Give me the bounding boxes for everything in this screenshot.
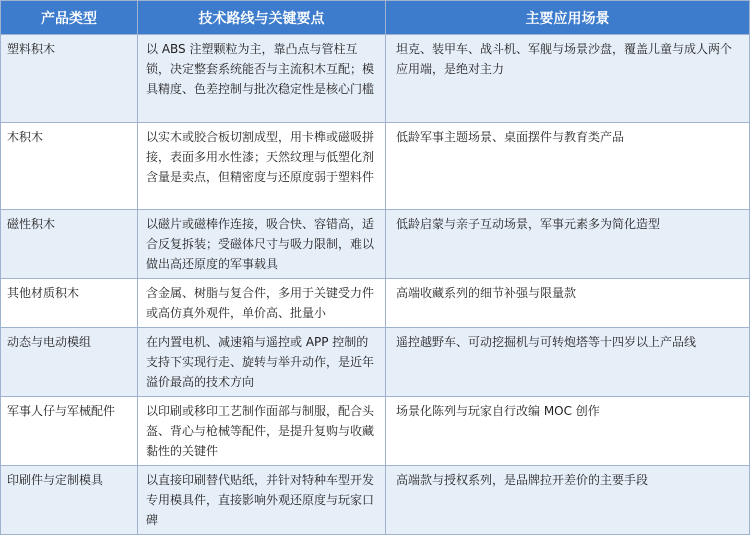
- cell-product-type: 磁性积木: [1, 210, 138, 279]
- cell-tech-route: 含金属、树脂与复合件，多用于关键受力件或高仿真外观件，单价高、批量小: [138, 279, 386, 328]
- cell-application: 坦克、装甲车、战斗机、军舰与场景沙盘，覆盖儿童与成人两个应用端，是绝对主力: [386, 35, 750, 123]
- cell-application: 高端收藏系列的细节补强与限量款: [386, 279, 750, 328]
- table-row: [1, 397, 750, 466]
- cell-application: 低龄启蒙与亲子互动场景，军事元素多为简化造型: [386, 210, 750, 279]
- header-tech-route: 技术路线与关键要点: [138, 1, 386, 35]
- cell-application: 低龄军事主题场景、桌面摆件与教育类产品: [386, 123, 750, 210]
- header-application: 主要应用场景: [386, 1, 750, 35]
- cell-product-type: 印刷件与定制模具: [1, 466, 138, 535]
- table-row: [1, 279, 750, 328]
- table-row: [1, 123, 750, 210]
- cell-product-type: 塑料积木: [1, 35, 138, 123]
- cell-tech-route: 以 ABS 注塑颗粒为主，靠凸点与管柱互锁，决定整套系统能否与主流积木互配；模具精度、色差控制与批次稳定性是核心门槛: [138, 35, 386, 123]
- table-row: [1, 210, 750, 279]
- cell-product-type: 动态与电动模组: [1, 328, 138, 397]
- table-row: [1, 466, 750, 535]
- cell-tech-route: 以直接印刷替代贴纸，并针对特种车型开发专用模具件，直接影响外观还原度与玩家口碑: [138, 466, 386, 535]
- table-row: [1, 328, 750, 397]
- table-row: [1, 35, 750, 123]
- cell-application: 遥控越野车、可动挖掘机与可转炮塔等十四岁以上产品线: [386, 328, 750, 397]
- header-product-type: 产品类型: [1, 1, 138, 35]
- table-header-row: [1, 1, 750, 35]
- cell-tech-route: 以磁片或磁棒作连接，吸合快、容错高，适合反复拆装；受磁体尺寸与吸力限制，难以做出高还原度的军事载具: [138, 210, 386, 279]
- cell-product-type: 木积木: [1, 123, 138, 210]
- cell-tech-route: 以印刷或移印工艺制作面部与制服，配合头盔、背心与枪械等配件，是提升复购与收藏黏性的关键件: [138, 397, 386, 466]
- cell-product-type: 其他材质积木: [1, 279, 138, 328]
- cell-product-type: 军事人仔与军械配件: [1, 397, 138, 466]
- cell-tech-route: 以实木或胶合板切割成型，用卡榫或磁吸拼接，表面多用水性漆；天然纹理与低塑化剂含量是卖点，但精密度与还原度弱于塑料件: [138, 123, 386, 210]
- cell-application: 高端款与授权系列，是品牌拉开差价的主要手段: [386, 466, 750, 535]
- cell-tech-route: 在内置电机、减速箱与遥控或 APP 控制的支持下实现行走、旋转与举升动作，是近年溢价最高的技术方向: [138, 328, 386, 397]
- cell-application: 场景化陈列与玩家自行改编 MOC 创作: [386, 397, 750, 466]
